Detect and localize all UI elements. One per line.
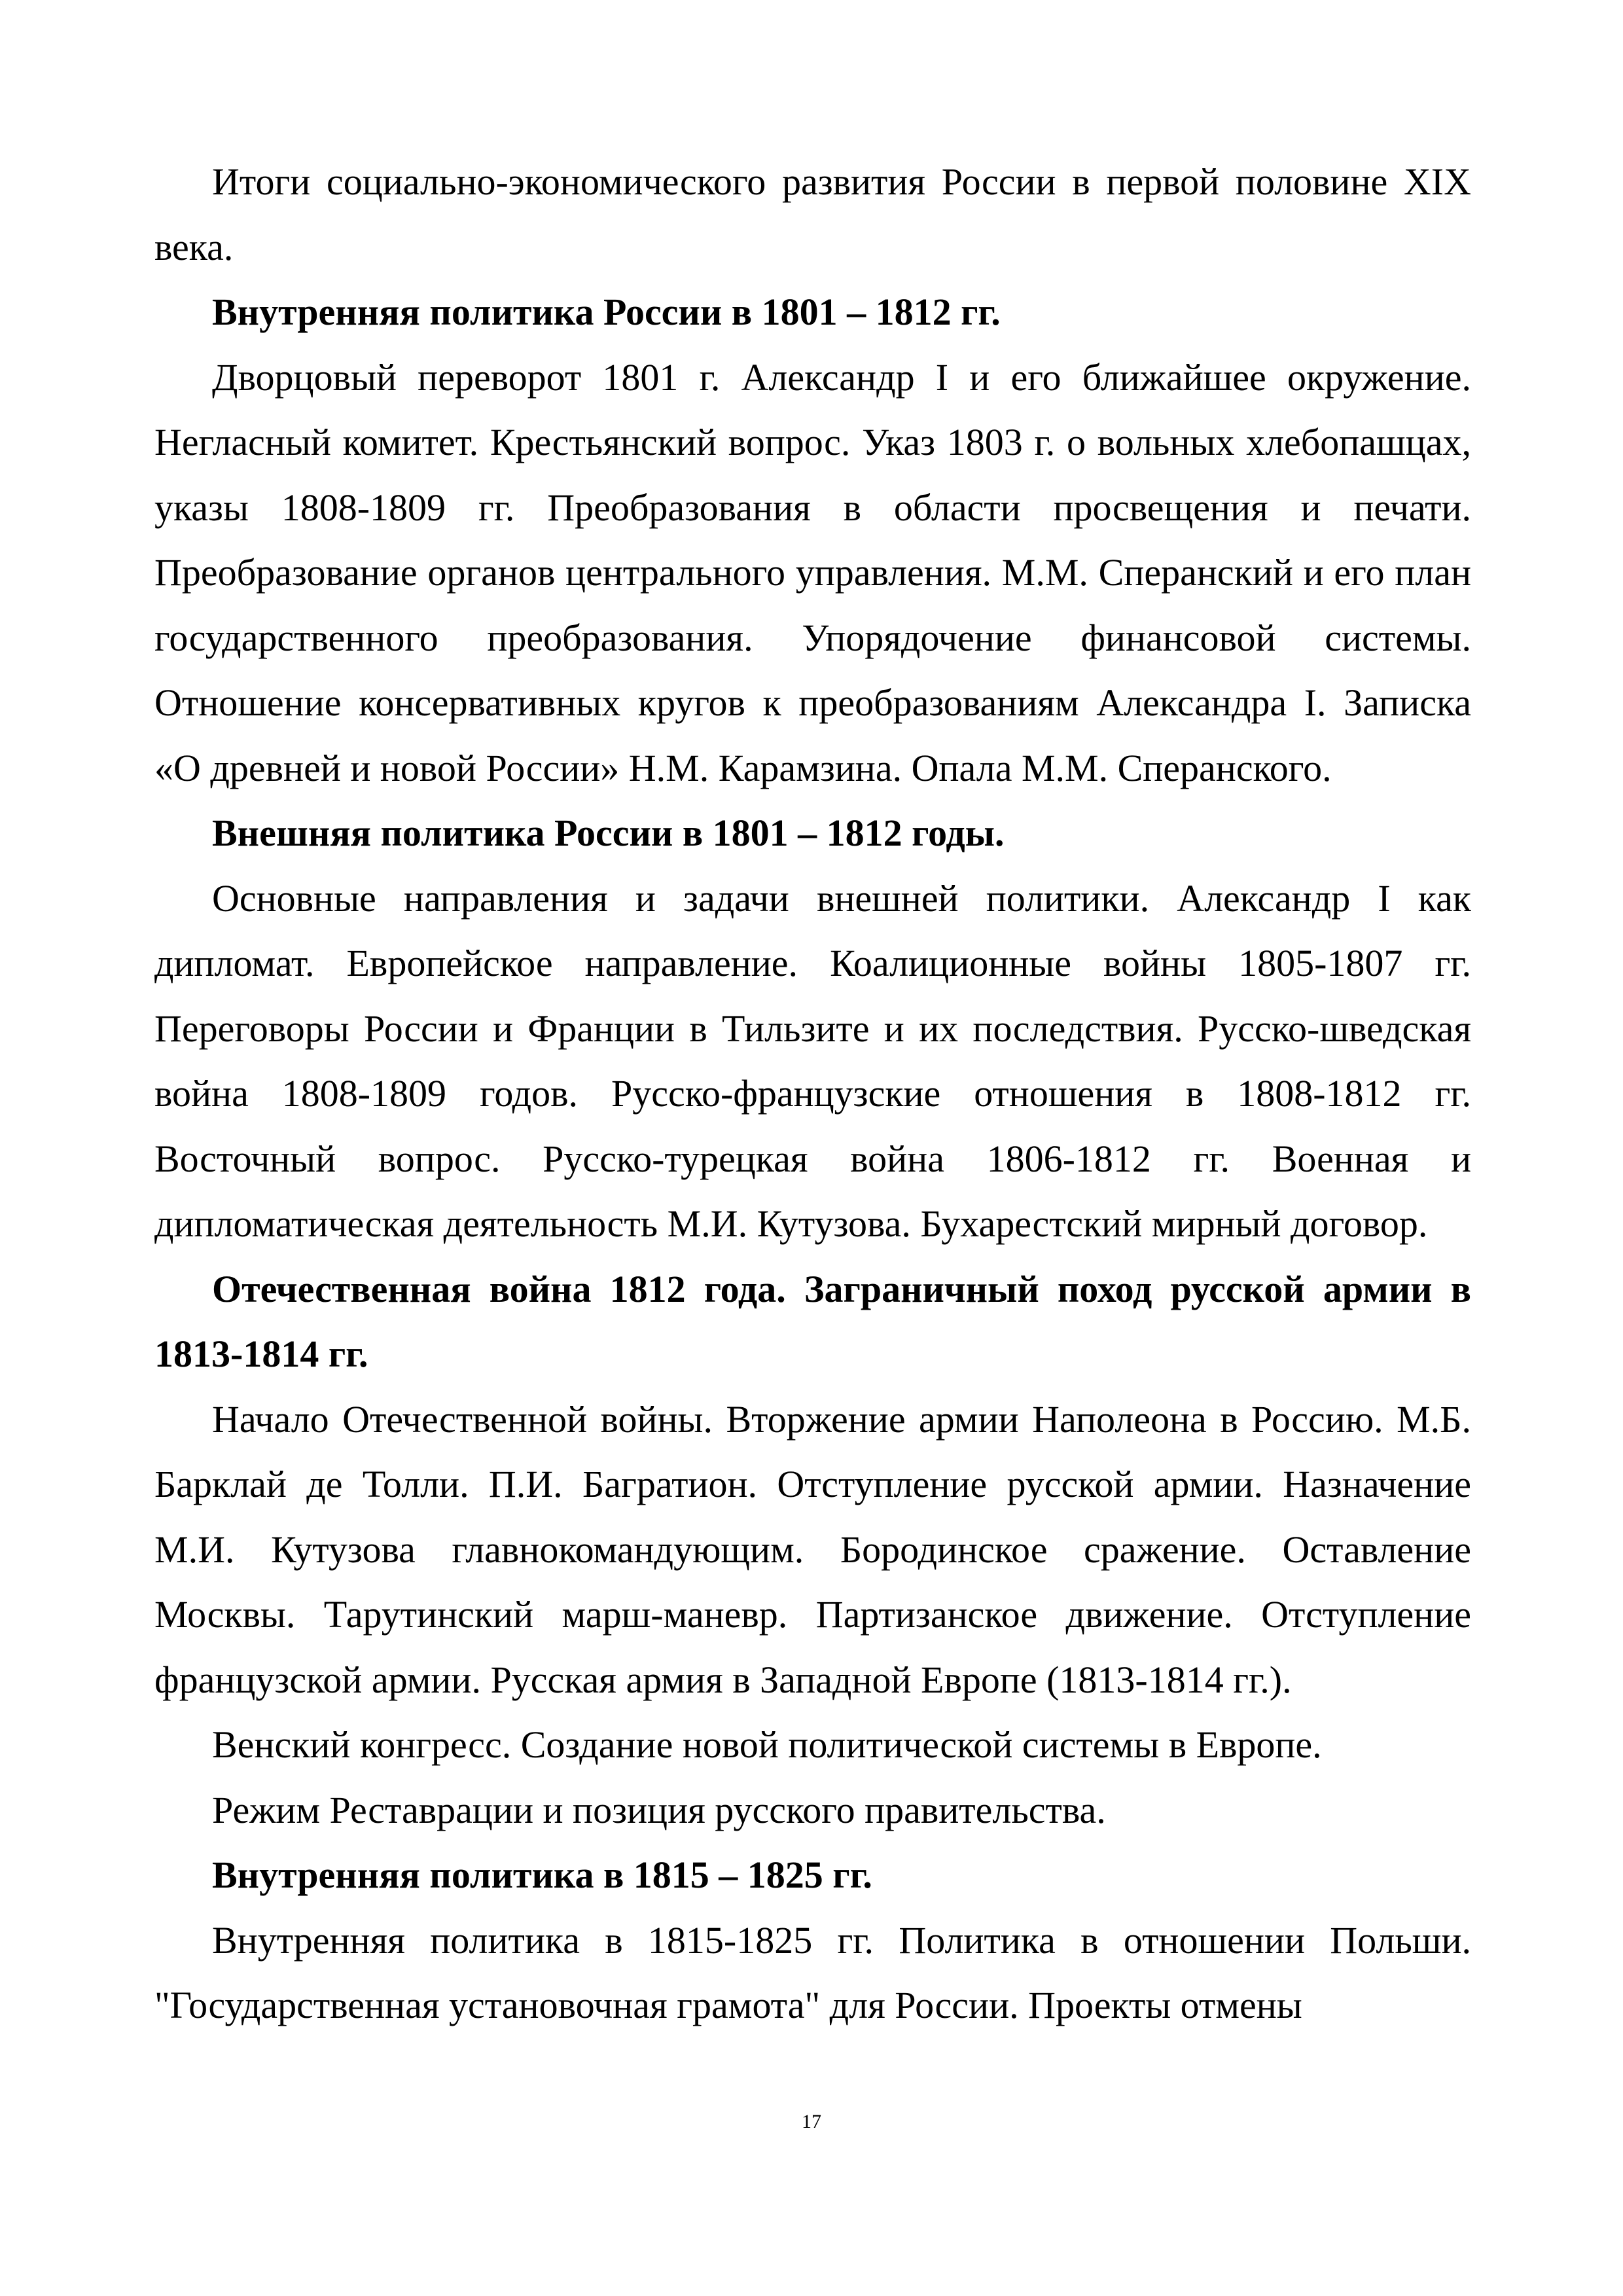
heading-foreign-policy-1801-1812: Внешняя политика России в 1801 – 1812 годы. bbox=[212, 812, 1005, 854]
paragraph-restoration-regime: Режим Реставрации и позиция русского правительства. bbox=[212, 1788, 1106, 1831]
paragraph-patriotic-war-1812: Начало Отечественной войны. Вторжение армии Наполеона в Россию. М.Б. Барклай де Толли. П.И. Багратион. Отступление русской армии. Назначение М.И. Кутузова главнокомандующим. Бородинское сражение. Оставление Москвы. Тарутинский марш-маневр. Партизанское движение. Отступление французской армии. Русская армия в Западной Европе (1813-1814 гг.). bbox=[154, 1397, 1471, 1701]
heading-domestic-policy-1801-1812: Внутренняя политика России в 1801 – 1812 гг. bbox=[212, 291, 1001, 333]
paragraph-domestic-policy-1801-1812: Дворцовый переворот 1801 г. Александр I и его ближайшее окружение. Негласный комитет. Крестьянский вопрос. Указ 1803 г. о вольных хлебопашцах, указы 1808-1809 гг. Преобразования в области просвещения и печати. Преобразование органов центрального управления. М.М. Сперанский и его план государственного преобразования. Упорядочение финансовой системы. Отношение консервативных кругов к преобразованиям Александра I. Записка «О древней и новой России» Н.М. Карамзина. Опала М.М. Сперанского. bbox=[154, 355, 1471, 789]
paragraph-vienna-congress: Венский конгресс. Создание новой политической системы в Европе. bbox=[212, 1723, 1322, 1766]
paragraph-domestic-policy-1815-1825: Внутренняя политика в 1815-1825 гг. Политика в отношении Польши. "Государственная установочная грамота" для России. Проекты отмены bbox=[154, 1918, 1471, 2026]
paragraph-results-intro: Итоги социально-экономического развития России в первой половине XIX века. bbox=[154, 160, 1471, 268]
heading-patriotic-war-1812: Отечественная война 1812 года. Заграничный поход русской армии в 1813-1814 гг. bbox=[154, 1267, 1471, 1375]
page-body bbox=[154, 149, 1471, 2038]
paragraph-foreign-policy-1801-1812: Основные направления и задачи внешней политики. Александр I как дипломат. Европейское направление. Коалиционные войны 1805-1807 гг. Переговоры России и Франции в Тильзите и их последствия. Русско-шведская война 1808-1809 годов. Русско-французские отношения в 1808-1812 гг. Восточный вопрос. Русско-турецкая война 1806-1812 гг. Военная и дипломатическая деятельность М.И. Кутузова. Бухарестский мирный договор. bbox=[154, 876, 1471, 1245]
page-number: 17 bbox=[802, 2111, 821, 2132]
heading-domestic-policy-1815-1825: Внутренняя политика в 1815 – 1825 гг. bbox=[212, 1854, 872, 1896]
